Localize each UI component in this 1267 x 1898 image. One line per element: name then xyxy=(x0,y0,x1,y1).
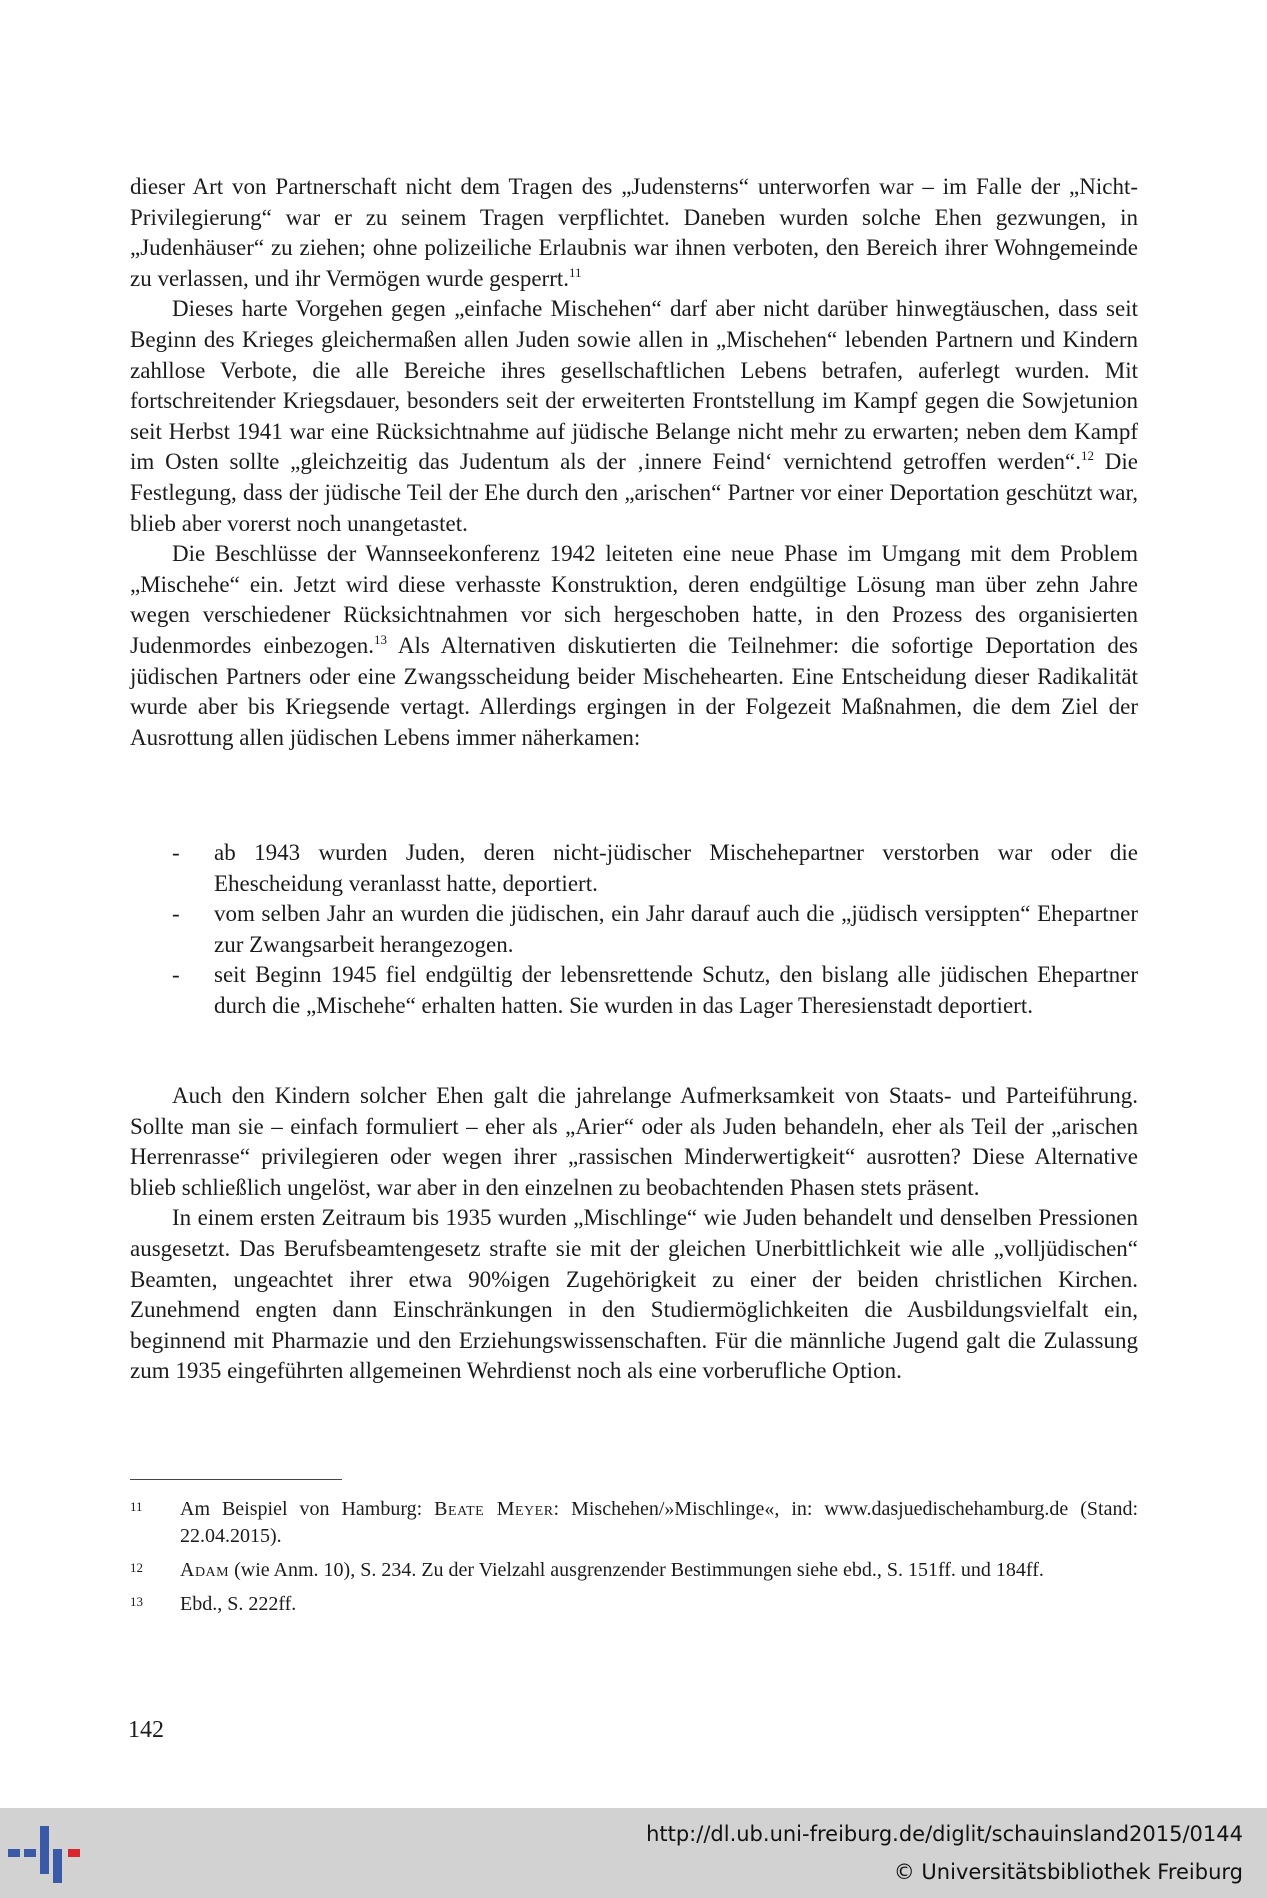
bullet-dash: - xyxy=(172,840,180,865)
footnote-ref-12[interactable]: 12 xyxy=(1081,448,1094,464)
footnote-13: 13 Ebd., S. 222ff. xyxy=(130,1591,1138,1618)
footnote-11: 11 Am Beispiel von Hamburg: Beate Meyer: Mischehen/»Mischlinge«, in: www.dasjuedischehamburg.de (Stand: 22.04.2015). xyxy=(130,1496,1138,1550)
bullet-dash: - xyxy=(172,901,180,927)
footnote-ref-11[interactable]: 11 xyxy=(569,264,582,280)
bullet-list xyxy=(130,838,1138,1022)
paragraph-4: Auch den Kindern solcher Ehen galt die jahrelange Aufmerksamkeit von Staats- und Parteiführung. Sollte man sie – einfach formuliert – eher als „Arier“ oder als Juden behandeln, eher als Teil der „arischen Herrenrasse“ privilegieren oder wegen ihrer „rassischen Minderwertigkeit“ ausrotten? Diese Alternative blieb schließlich ungelöst, war aber in den einzelnen zu beobachtenden Phasen stets präsent. xyxy=(130,1083,1138,1200)
body-text-bottom xyxy=(130,1081,1138,1387)
ub-freiburg-logo-icon[interactable] xyxy=(8,1820,84,1886)
footnote-author: Adam xyxy=(180,1559,230,1581)
footnotes xyxy=(130,1496,1138,1625)
footnote-number: 12 xyxy=(130,1560,143,1575)
body-text-top xyxy=(130,172,1138,753)
copyright-notice: © Universitätsbibliothek Freiburg xyxy=(893,1860,1243,1884)
footnote-separator xyxy=(130,1479,342,1480)
paragraph-2: Dieses harte Vorgehen gegen „einfache Mischehen“ darf aber nicht darüber hinwegtäuschen, dass seit Beginn des Krieges gleichermaßen allen Juden sowie allen in „Mischehen“ lebenden Partnern und Kindern zahllose Verbote, die alle Bereiche ihres gesellschaftlichen Lebens betrafen, auferlegt wurden. Mit fortschreitender Kriegsdauer, besonders seit der erweiterten Frontstellung im Kampf gegen die Sowjetunion seit Herbst 1941 war eine Rücksichtnahme auf jüdische Belange nicht mehr zu erwarten; neben dem Kampf im Osten sollte „gleichzeitig das Judentum als der ‚innere Feind‘ vernichtend getroffen werden“.$^{12}$ Die Festlegung, dass der jüdische Teil der Ehe durch den „arischen“ Partner vor einer Deportation geschützt war, blieb aber vorerst noch unangetastet. xyxy=(130,296,1138,536)
paragraph-3: Die Beschlüsse der Wannseekonferenz 1942 leiteten eine neue Phase im Umgang mit dem Problem „Mischehe“ ein. Jetzt wird diese verhasste Konstruktion, deren endgültige Lösung man über zehn Jahre wegen verschiedener Rücksichtnahmen vor sich hergeschoben hatte, in den Prozess des organisierten Judenmordes einbezogen.$^{13}$ Als Alternativen diskutierten die Teilnehmer: die sofortige Deportation des jüdischen Partners oder eine Zwangsscheidung beider Mischehearten. Eine Entscheidung dieser Radikalität wurde aber bis Kriegsende vertagt. Allerdings ergingen in der Folgezeit Maßnahmen, die dem Ziel der Ausrottung allen jüdischen Lebens immer näherkamen: xyxy=(130,541,1138,750)
bullet-dash: - xyxy=(172,962,180,988)
list-item: - vom selben Jahr an wurden die jüdischen, ein Jahr darauf auch die „jüdisch versippten“ Ehepartner zur Zwangsarbeit herangezogen. xyxy=(172,901,1138,957)
permalink-url[interactable]: http://dl.ub.uni-freiburg.de/diglit/schauinsland2015/0144 xyxy=(646,1822,1243,1846)
footnote-number: 13 xyxy=(130,1594,143,1609)
paragraph-1: dieser Art von Partnerschaft nicht dem Tragen des „Judensterns“ unterworfen war – im Falle der „Nicht-Privilegierung“ war er zu seinem Tragen verpflichtet. Daneben wurden solche Ehen gezwungen, in „Judenhäuser“ zu ziehen; ohne polizeiliche Erlaubnis war ihnen verboten, den Bereich ihrer Wohngemeinde zu verlassen, und ihr Vermögen wurde gesperrt.$^{11}$ xyxy=(130,174,1138,291)
paragraph-5: In einem ersten Zeitraum bis 1935 wurden „Mischlinge“ wie Juden behandelt und denselben Pressionen ausgesetzt. Das Berufsbeamtengesetz strafte sie mit der gleichen Unerbittlichkeit wie alle „volljüdischen“ Beamten, ungeachtet ihrer etwa 90%igen Zugehörigkeit zu einer der beiden christlichen Kirchen. Zunehmend engten dann Einschränkungen in den Studiermöglichkeiten die Ausbildungsvielfalt ein, beginnend mit Pharmazie und den Erziehungswissenschaften. Für die männliche Jugend galt die Zulassung zum 1935 eingeführten allgemeinen Wehrdienst noch als eine vorberufliche Option. xyxy=(130,1205,1138,1384)
footnote-12: 12 Adam (wie Anm. 10), S. 234. Zu der Vielzahl ausgrenzender Bestimmungen siehe ebd., S. 151ff. und 184ff. xyxy=(130,1557,1138,1584)
list-item: - seit Beginn 1945 fiel endgültig der lebensrettende Schutz, den bislang alle jüdischen Ehepartner durch die „Mischehe“ erhalten hatten. Sie wurden in das Lager Theresienstadt deportiert. xyxy=(172,962,1138,1018)
footnote-number: 11 xyxy=(130,1499,143,1514)
footnote-ref-13[interactable]: 13 xyxy=(373,631,387,647)
page-number: 142 xyxy=(128,1717,164,1743)
list-item: - ab 1943 wurden Juden, deren nicht-jüdischer Mischehepartner verstorben war oder die Ehescheidung veranlasst hatte, deportiert. xyxy=(172,840,1138,896)
library-footer xyxy=(0,1808,1267,1898)
footnote-author: Beate Meyer xyxy=(434,1498,554,1520)
